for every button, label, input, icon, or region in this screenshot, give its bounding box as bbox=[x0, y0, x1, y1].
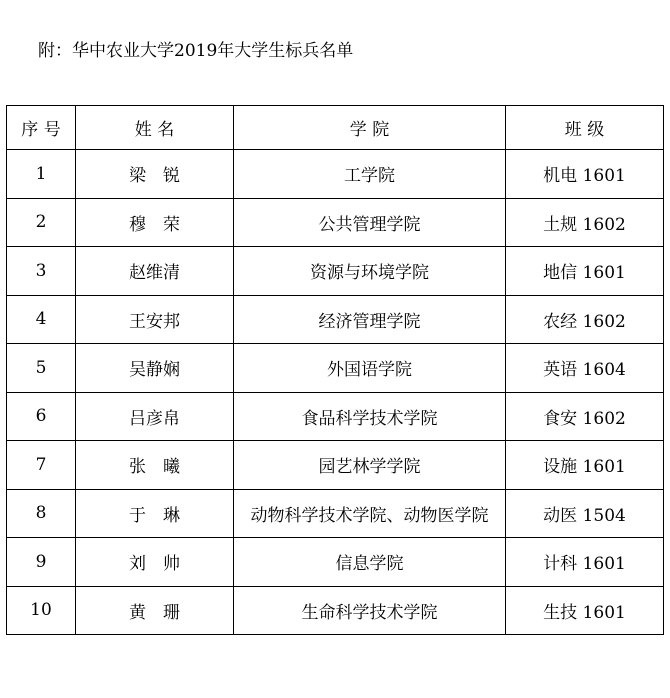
cell-number: 2 bbox=[7, 198, 76, 247]
table-row bbox=[7, 538, 664, 587]
cell-number: 1 bbox=[7, 150, 76, 199]
cell-name: 张 曦 bbox=[76, 441, 234, 490]
document-caption: 附：华中农业大学2019年大学生标兵名单 bbox=[38, 41, 354, 61]
cell-class: 地信 1601 bbox=[506, 247, 664, 296]
cell-class: 英语 1604 bbox=[506, 344, 664, 393]
table-row bbox=[7, 441, 664, 490]
header-number: 序 号 bbox=[7, 106, 76, 150]
cell-class: 计科 1601 bbox=[506, 538, 664, 587]
cell-name: 吕彦帛 bbox=[76, 392, 234, 441]
cell-number: 7 bbox=[7, 441, 76, 490]
cell-college: 外国语学院 bbox=[234, 344, 506, 393]
cell-name: 刘 帅 bbox=[76, 538, 234, 587]
cell-college: 生命科学技术学院 bbox=[234, 586, 506, 635]
cell-name: 梁 锐 bbox=[76, 150, 234, 199]
table-row bbox=[7, 150, 664, 199]
cell-college: 资源与环境学院 bbox=[234, 247, 506, 296]
cell-class: 动医 1504 bbox=[506, 489, 664, 538]
table-header-row bbox=[7, 106, 664, 150]
cell-class: 生技 1601 bbox=[506, 586, 664, 635]
cell-number: 5 bbox=[7, 344, 76, 393]
cell-name: 于 琳 bbox=[76, 489, 234, 538]
cell-class: 设施 1601 bbox=[506, 441, 664, 490]
cell-college: 食品科学技术学院 bbox=[234, 392, 506, 441]
cell-college: 动物科学技术学院、动物医学院 bbox=[234, 489, 506, 538]
cell-college: 工学院 bbox=[234, 150, 506, 199]
header-college: 学 院 bbox=[234, 106, 506, 150]
cell-class: 食安 1602 bbox=[506, 392, 664, 441]
cell-number: 3 bbox=[7, 247, 76, 296]
cell-number: 9 bbox=[7, 538, 76, 587]
table-row bbox=[7, 247, 664, 296]
cell-number: 4 bbox=[7, 295, 76, 344]
header-name: 姓 名 bbox=[76, 106, 234, 150]
cell-name: 黄 珊 bbox=[76, 586, 234, 635]
cell-college: 信息学院 bbox=[234, 538, 506, 587]
cell-number: 6 bbox=[7, 392, 76, 441]
table-row bbox=[7, 489, 664, 538]
cell-name: 王安邦 bbox=[76, 295, 234, 344]
cell-number: 8 bbox=[7, 489, 76, 538]
cell-number: 10 bbox=[7, 586, 76, 635]
cell-name: 吴静娴 bbox=[76, 344, 234, 393]
table-row bbox=[7, 392, 664, 441]
cell-name: 穆 荣 bbox=[76, 198, 234, 247]
cell-college: 公共管理学院 bbox=[234, 198, 506, 247]
table-row bbox=[7, 295, 664, 344]
cell-class: 土规 1602 bbox=[506, 198, 664, 247]
cell-name: 赵维清 bbox=[76, 247, 234, 296]
cell-college: 园艺林学学院 bbox=[234, 441, 506, 490]
cell-class: 机电 1601 bbox=[506, 150, 664, 199]
cell-college: 经济管理学院 bbox=[234, 295, 506, 344]
header-class: 班 级 bbox=[506, 106, 664, 150]
table-row bbox=[7, 586, 664, 635]
table-row bbox=[7, 198, 664, 247]
cell-class: 农经 1602 bbox=[506, 295, 664, 344]
honor-roll-table bbox=[6, 105, 664, 635]
table-row bbox=[7, 344, 664, 393]
